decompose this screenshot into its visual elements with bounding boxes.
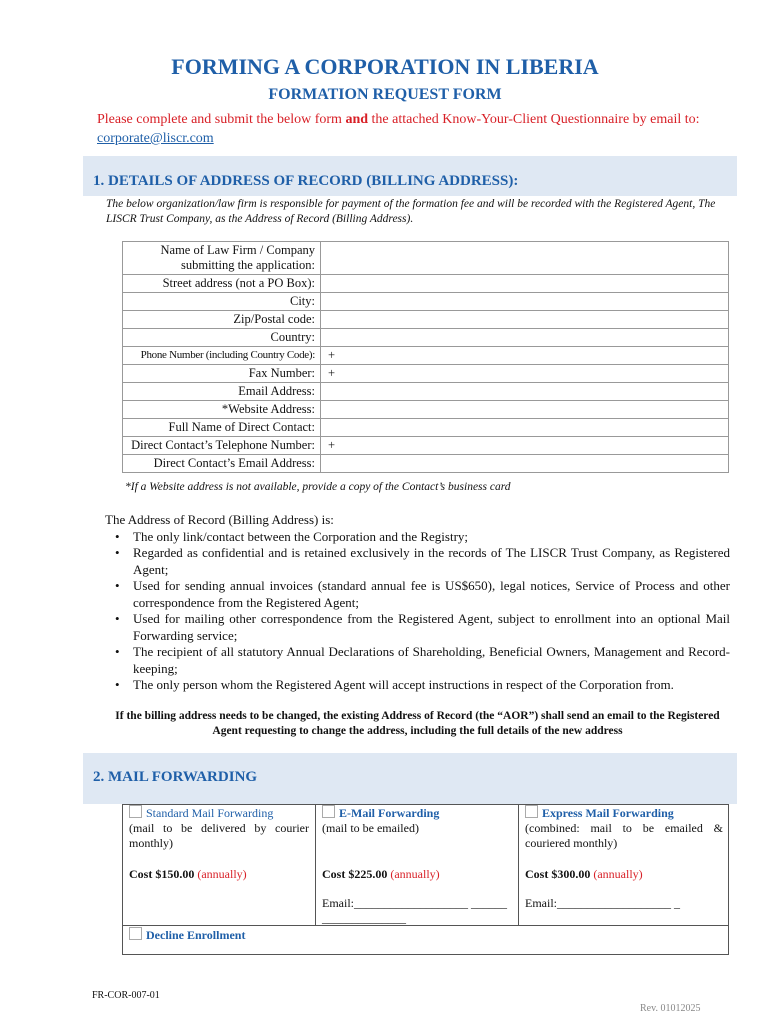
- bullet-text: The recipient of all statutory Annual Declarations of Shareholding, Beneficial Owners, Management and Record-keeping;: [133, 644, 730, 676]
- field-input[interactable]: [321, 383, 729, 401]
- option-cost: Cost $150.00 (annually): [129, 867, 247, 881]
- field-input[interactable]: [321, 311, 729, 329]
- section-1-title: 1. DETAILS OF ADDRESS OF RECORD (BILLING ADDRESS):: [93, 173, 519, 189]
- option-cost: Cost $225.00 (annually): [322, 867, 440, 881]
- option-checkbox-label[interactable]: E-Mail Forwarding: [322, 805, 512, 821]
- field-label: Name of Law Firm / Company submitting the application:: [123, 242, 321, 275]
- page-title: FORMING A CORPORATION IN LIBERIA: [171, 54, 599, 79]
- checkbox-icon[interactable]: [525, 805, 538, 818]
- field-label: Phone Number (including Country Code):: [123, 347, 321, 365]
- website-footnote: *If a Website address is not available, provide a copy of the Contact’s business card: [125, 481, 511, 493]
- bullet-text: The only person whom the Registered Agent will accept instructions in respect of the Corporation from.: [133, 677, 674, 692]
- mail-forwarding-table: [122, 804, 729, 955]
- table-row: [123, 455, 729, 473]
- table-row: [123, 365, 729, 383]
- aor-bullet-list: [105, 529, 730, 694]
- field-label: City:: [123, 293, 321, 311]
- list-item: [115, 528, 730, 546]
- field-label: Direct Contact’s Email Address:: [123, 455, 321, 473]
- field-label: Full Name of Direct Contact:: [123, 419, 321, 437]
- field-label: Street address (not a PO Box):: [123, 275, 321, 293]
- bullet-icon: •: [115, 545, 120, 560]
- checkbox-icon[interactable]: [322, 805, 335, 818]
- bullet-text: Regarded as confidential and is retained exclusively in the records of The LISCR Trust Company, as Registered Agent;: [133, 545, 730, 577]
- field-input[interactable]: +: [321, 365, 729, 383]
- bullet-text: The only link/contact between the Corporation and the Registry;: [133, 528, 469, 544]
- section-2-title: 2. MAIL FORWARDING: [93, 769, 258, 785]
- table-row: [123, 347, 729, 365]
- column-divider: [315, 805, 316, 925]
- table-row: [123, 293, 729, 311]
- bullet-icon: •: [115, 677, 120, 692]
- form-code: FR-COR-007-01: [92, 990, 160, 1001]
- option-description: (mail to be emailed): [322, 821, 419, 835]
- list-item: [115, 677, 730, 694]
- aor-change-note: If the billing address needs to be changed, the existing Address of Record (the “AOR”) shall send an email to the Registered Agent requesting to change the address, including the full details of the new address: [115, 710, 720, 737]
- bullet-text: Used for mailing other correspondence from the Registered Agent, subject to enrollment into an optional Mail Forwarding service;: [133, 611, 730, 643]
- form-subtitle: FORMATION REQUEST FORM: [268, 86, 502, 103]
- bullet-icon: •: [115, 578, 120, 593]
- bullet-icon: •: [115, 611, 120, 626]
- field-label: Direct Contact’s Telephone Number:: [123, 437, 321, 455]
- bullet-text: Used for sending annual invoices (standard annual fee is US$650), legal notices, Service of Process and other correspondence from the Registered Agent;: [133, 578, 730, 610]
- column-divider: [518, 805, 519, 925]
- list-item: [115, 611, 730, 644]
- mail-forwarding-option: [525, 805, 723, 925]
- field-input[interactable]: [321, 455, 729, 473]
- checkbox-icon[interactable]: [129, 805, 142, 818]
- field-input[interactable]: [321, 242, 729, 275]
- option-checkbox-label[interactable]: Express Mail Forwarding: [525, 805, 723, 821]
- table-row: [123, 242, 729, 275]
- intro-text: Please complete and submit the below form and the attached Know-Your-Client Questionnaire by email to: corporate@liscr.com: [97, 112, 700, 146]
- field-input[interactable]: +: [321, 347, 729, 365]
- field-input[interactable]: [321, 329, 729, 347]
- field-input[interactable]: +: [321, 437, 729, 455]
- option-checkbox-label[interactable]: Standard Mail Forwarding: [129, 805, 309, 821]
- field-label: Email Address:: [123, 383, 321, 401]
- option-email-field[interactable]: Email:___________________ ____________________: [322, 896, 507, 925]
- revision-label: Rev. 01012025: [640, 1003, 701, 1014]
- checkbox-icon[interactable]: [129, 927, 142, 940]
- field-label: Zip/Postal code:: [123, 311, 321, 329]
- billing-address-table: [122, 241, 729, 473]
- field-input[interactable]: [321, 293, 729, 311]
- table-row: [123, 275, 729, 293]
- list-item: [115, 545, 730, 578]
- option-description: (combined: mail to be emailed & couriered monthly): [525, 821, 723, 850]
- table-row: [123, 401, 729, 419]
- option-description: (mail to be delivered by courier monthly): [129, 821, 309, 850]
- field-input[interactable]: [321, 401, 729, 419]
- field-label: *Website Address:: [123, 401, 321, 419]
- table-row: [123, 383, 729, 401]
- list-item: [115, 644, 730, 677]
- field-input[interactable]: [321, 275, 729, 293]
- bullet-icon: •: [115, 528, 120, 544]
- aor-intro: The Address of Record (Billing Address) is:: [105, 512, 334, 527]
- list-item: [115, 578, 730, 611]
- option-email-field[interactable]: Email:___________________ _: [525, 896, 680, 910]
- section-1-note: The below organization/law firm is responsible for payment of the formation fee and will be recorded with the Registered Agent, The LISCR Trust Company, as the Address of Record (Billing Address).: [106, 198, 716, 225]
- bullet-icon: •: [115, 644, 120, 659]
- decline-enrollment-option[interactable]: Decline Enrollment: [129, 927, 245, 943]
- field-label: Fax Number:: [123, 365, 321, 383]
- option-cost: Cost $300.00 (annually): [525, 867, 643, 881]
- table-row: [123, 437, 729, 455]
- aor-description: [105, 512, 730, 694]
- email-link[interactable]: corporate@liscr.com: [97, 131, 214, 146]
- field-label: Country:: [123, 329, 321, 347]
- section-2-header: [83, 753, 737, 804]
- table-row: [123, 311, 729, 329]
- field-input[interactable]: [321, 419, 729, 437]
- table-row: [123, 419, 729, 437]
- section-1-header: [83, 156, 737, 196]
- table-row: [123, 329, 729, 347]
- mail-forwarding-option: [322, 805, 512, 925]
- mail-forwarding-option: [129, 805, 309, 925]
